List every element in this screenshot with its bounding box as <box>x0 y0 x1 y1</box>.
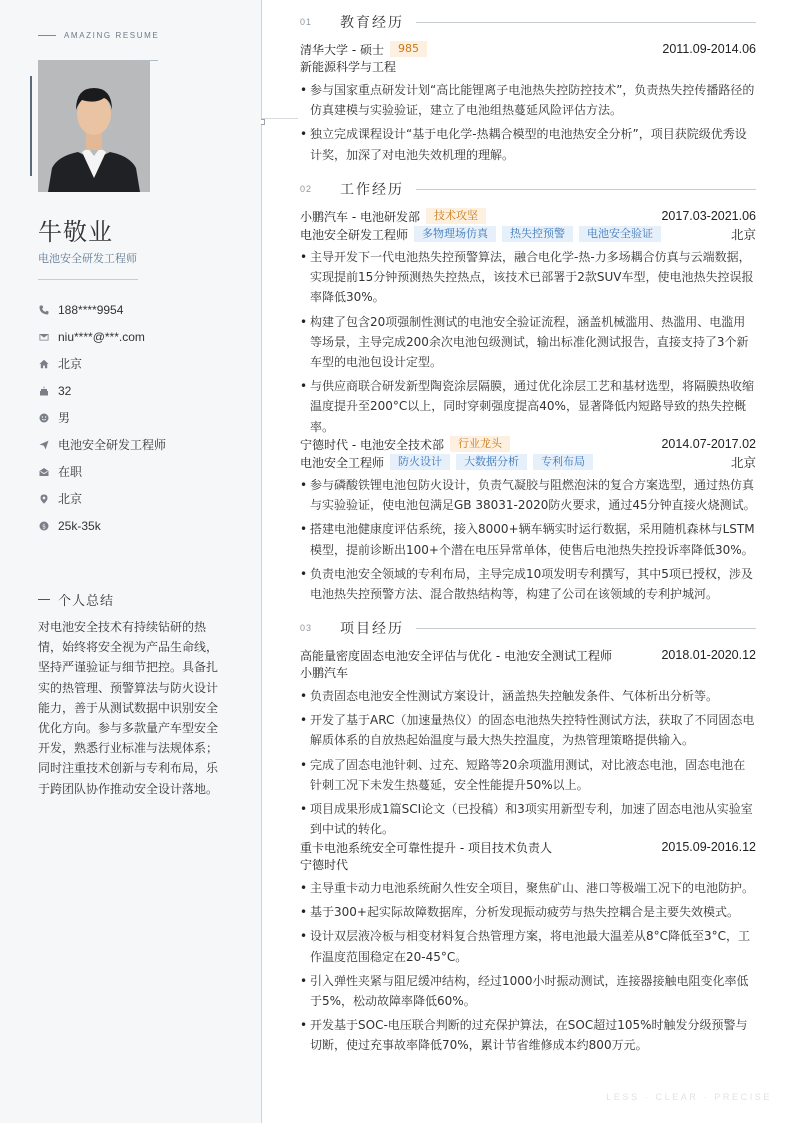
mail-icon <box>38 331 50 343</box>
brand-text: AMAZING RESUME <box>64 31 160 40</box>
job-company: 小鹏汽车 - 电池研发部 <box>300 209 420 224</box>
job-role-row <box>300 453 756 471</box>
job-date: 2017.03-2021.06 <box>661 209 756 223</box>
education-rule <box>416 22 756 23</box>
info-age-value: 32 <box>58 383 72 398</box>
info-email-value: niu****@***.com <box>58 329 145 344</box>
contact-info-list <box>38 296 248 539</box>
project-name: 重卡电池系统安全可靠性提升 - 项目技术负责人 <box>300 840 552 855</box>
list-item: • 开发了基于ARC（加速量热仪）的固态电池热失控特性测试方法，获取了不同固态电解质体系的自放热起始温度与最大热失控温度，为热管理策略提供输入。 <box>300 710 756 750</box>
info-status-value: 在职 <box>58 465 83 479</box>
list-item: • 引入弹性夹紧与阻尼缓冲结构，经过1000小时振动测试，连接器接触电阻变化率低于5%，松动故障率降低60%。 <box>300 971 756 1011</box>
education-tag: 985 <box>390 41 427 57</box>
list-item: • 开发基于SOC-电压联合判断的过充保护算法，在SOC超过105%时触发分级预警与切断，使过充事故率降低70%，累计节省维修成本约800万元。 <box>300 1015 756 1055</box>
title-divider <box>38 279 138 280</box>
brand <box>38 31 159 40</box>
info-email <box>38 323 248 350</box>
skill-tag: 大数据分析 <box>456 454 527 470</box>
project-entry <box>300 838 756 1056</box>
job-bullets <box>300 247 756 437</box>
education-entry <box>300 40 756 165</box>
footer-slogan: LESS · CLEAR · PRECISE <box>606 1092 772 1102</box>
info-phone-value: 188****9954 <box>58 302 124 317</box>
project-entry <box>300 646 756 839</box>
job-row <box>300 435 756 453</box>
info-location-value: 北京 <box>58 357 83 371</box>
info-gender <box>38 404 248 431</box>
job-bullets <box>300 475 756 604</box>
education-bullets <box>300 80 756 165</box>
job-entry <box>300 435 756 604</box>
list-item: • 负责电池安全领域的专利布局，主导完成10项发明专利撰写，其中5项已授权，涉及电池热失控预警方法、混合散热结构等，构建了公司在该领域的专利护城河。 <box>300 564 756 604</box>
info-salary <box>38 512 248 539</box>
paper-plane-icon <box>38 439 50 451</box>
work-number: 02 <box>300 184 313 194</box>
job-role-row <box>300 225 756 243</box>
list-item: • 负责固态电池安全性测试方案设计，涵盖热失控触发条件、气体析出分析等。 <box>300 686 756 706</box>
face-icon <box>38 412 50 424</box>
education-number: 01 <box>300 17 313 27</box>
photo-accent-bar <box>30 76 32 176</box>
project-date: 2015.09-2016.12 <box>661 840 756 854</box>
project-bullets <box>300 686 756 839</box>
list-item: • 完成了固态电池针刺、过充、短路等20余项滥用测试，对比液态电池，固态电池在针刺工况下未发生热蔓延，安全性能提升50%以上。 <box>300 755 756 795</box>
phone-icon <box>38 304 50 316</box>
work-heading <box>300 179 756 199</box>
job-role: 电池安全研发工程师 <box>300 227 409 242</box>
brand-line <box>38 35 56 36</box>
project-name: 高能量密度固态电池安全评估与优化 - 电池安全测试工程师 <box>300 648 612 663</box>
location-pin-icon <box>38 493 50 505</box>
envelope-open-icon <box>38 466 50 478</box>
list-item: • 主导开发下一代电池热失控预警算法，融合电化学-热-力多场耦合仿真与云端数据，实现提前15分钟预测热失控热点，该技术已部署于2款SUV车型，使电池热失控误报率降低30%。 <box>300 247 756 308</box>
info-status <box>38 458 248 485</box>
job-tag: 行业龙头 <box>450 436 510 452</box>
info-salary-value: 25k-35k <box>58 518 101 533</box>
info-work-city <box>38 485 248 512</box>
skill-tag: 多物理场仿真 <box>414 226 496 242</box>
svg-text:$: $ <box>42 522 46 530</box>
projects-title: 项目经历 <box>340 621 404 637</box>
skill-tag: 专利布局 <box>533 454 593 470</box>
list-item: • 主导重卡动力电池系统耐久性安全项目，聚焦矿山、港口等极端工况下的电池防护。 <box>300 878 756 898</box>
education-school: 清华大学 - 硕士 <box>300 42 384 57</box>
education-major: 新能源科学与工程 <box>300 60 397 74</box>
skill-tag: 热失控预警 <box>502 226 573 242</box>
list-item: • 独立完成课程设计“基于电化学-热耦合模型的电池热安全分析”，项目获院级优秀设计奖，加深了对电池失效机理的理解。 <box>300 124 756 164</box>
project-row <box>300 838 756 856</box>
job-entry <box>300 207 756 437</box>
list-item: • 与供应商联合研发新型陶瓷涂层隔膜，通过优化涂层工艺和基材选型，将隔膜热收缩温度提升至200°C以上，同时穿刺强度提高40%，显著降低内短路导致的热失控概率。 <box>300 376 756 437</box>
projects-number: 03 <box>300 623 313 633</box>
project-date: 2018.01-2020.12 <box>661 648 756 662</box>
job-city: 北京 <box>730 228 756 242</box>
projects-heading <box>300 618 756 638</box>
education-heading <box>300 12 756 32</box>
info-target-position <box>38 431 248 458</box>
list-item: • 搭建电池健康度评估系统，接入8000+辆车辆实时运行数据，采用随机森林与LSTM模型，提前诊断出100+个潜在电压异常单体，使售后电池热失控投诉率降低30%。 <box>300 519 756 559</box>
cake-icon <box>38 385 50 397</box>
list-item: • 项目成果形成1篇SCI论文（已投稿）和3项实用新型专利，加速了固态电池从实验室到中试的转化。 <box>300 799 756 839</box>
summary-text: 对电池安全技术有持续钻研的热情，始终将安全视为产品生命线，坚持严谨验证与细节把控。具备扎实的热管理、预警算法与防火设计能力，善于从测试数据中识别安全优化方向。参与多款量产车型安全开发，熟悉行业标准与法规体系；同时注重技术创新与专利布局，乐于跨团队协作推动安全设计落地。 <box>38 620 219 796</box>
salary-coin-icon <box>38 520 50 532</box>
list-item: • 参与磷酸铁锂电池包防火设计，负责气凝胶与阻燃泡沫的复合方案选型，通过热仿真与实验验证，使电池包满足GB 38031-2020防火要求，通过45分钟直接火烧测试。 <box>300 475 756 515</box>
work-rule <box>416 189 756 190</box>
education-title: 教育经历 <box>340 15 404 31</box>
sidebar-connector-line <box>262 118 298 119</box>
job-role: 电池安全工程师 <box>300 455 385 470</box>
education-date: 2011.09-2014.06 <box>662 42 756 56</box>
summary-heading <box>38 590 114 609</box>
home-icon <box>38 358 50 370</box>
info-location <box>38 350 248 377</box>
candidate-name: 牛敬业 <box>38 218 113 246</box>
education-row <box>300 40 756 58</box>
info-gender-value: 男 <box>58 411 71 425</box>
list-item: • 构建了包含20项强制性测试的电池安全验证流程，涵盖机械滥用、热滥用、电滥用等场景，主导完成200余次电池包级测试，输出标准化测试报告，直接支持了3个新车型的电池包设计定型。 <box>300 312 756 373</box>
work-title: 工作经历 <box>340 182 404 198</box>
job-city: 北京 <box>730 456 756 470</box>
project-company: 小鹏汽车 <box>300 666 349 680</box>
portrait-image <box>38 60 150 192</box>
info-phone <box>38 296 248 323</box>
job-date: 2014.07-2017.02 <box>661 437 756 451</box>
info-age <box>38 377 248 404</box>
job-tag: 技术攻坚 <box>426 208 486 224</box>
info-work-city-value: 北京 <box>58 492 83 506</box>
photo-corner-line <box>140 60 158 61</box>
job-company: 宁德时代 - 电池安全技术部 <box>300 437 444 452</box>
skill-tag: 防火设计 <box>390 454 450 470</box>
summary-heading-line <box>38 599 50 600</box>
info-target-position-value: 电池安全研发工程师 <box>58 438 167 452</box>
list-item: • 参与国家重点研发计划“高比能锂离子电池热失控防控技术”，负责热失控传播路径的仿真建模与实验验证，建立了电池组热蔓延风险评估方法。 <box>300 80 756 120</box>
project-bullets <box>300 878 756 1056</box>
project-company: 宁德时代 <box>300 858 349 872</box>
sidebar <box>0 0 262 1123</box>
projects-rule <box>416 628 756 629</box>
list-item: • 设计双层液冷板与相变材料复合热管理方案，将电池最大温差从8°C降低至3°C，工作温度范围稳定在20-45°C。 <box>300 926 756 966</box>
avatar <box>38 60 150 192</box>
project-row <box>300 646 756 664</box>
list-item: • 基于300+起实际故障数据库，分析发现振动疲劳与热失控耦合是主要失效模式。 <box>300 902 756 922</box>
sidebar-connector-tick <box>261 119 265 125</box>
candidate-title: 电池安全研发工程师 <box>38 252 137 265</box>
skill-tag: 电池安全验证 <box>579 226 661 242</box>
summary-heading-text: 个人总结 <box>58 594 115 609</box>
job-row <box>300 207 756 225</box>
